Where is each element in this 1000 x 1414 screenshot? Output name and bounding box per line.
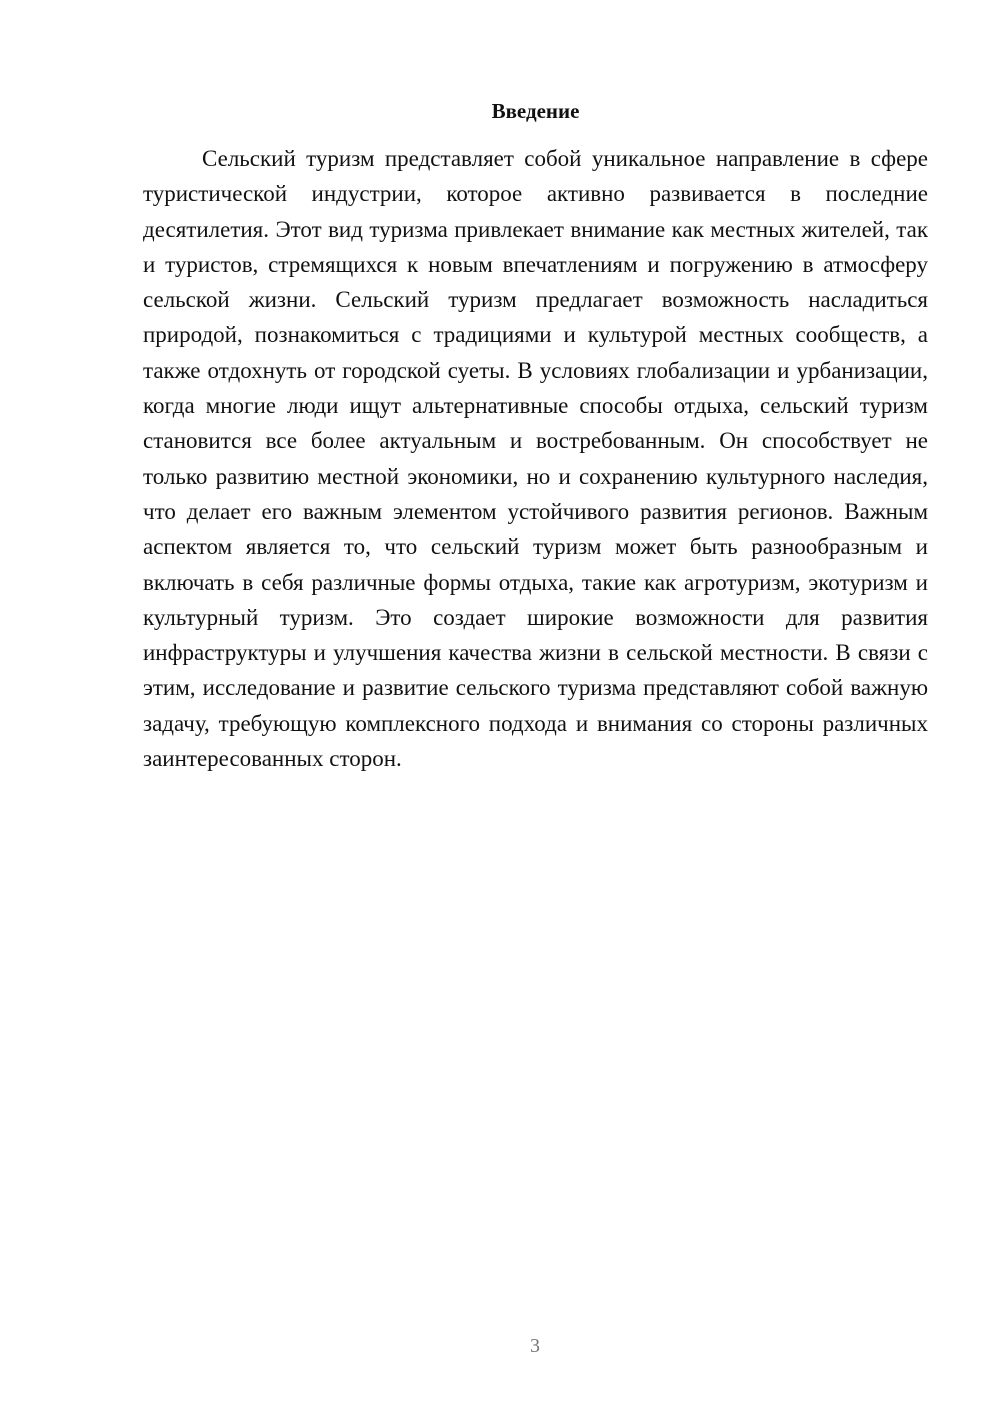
- section-heading: Введение: [491, 99, 580, 123]
- page-number: 3: [530, 1335, 540, 1357]
- body-paragraph: Сельский туризм представляет собой уникальное направление в сфере туристической индустрии, которое активно развивается в последние десятилетия. Этот вид туризма привлекает внимание как местных жителей, так и туристов, стремящихся к новым впечатлениям и погружению в атмосферу сельской жизни. Сельский туризм предлагает возможность насладиться природой, познакомиться с традициями и культурой местных сообществ, а также отдохнуть от городской суеты. В условиях глобализации и урбанизации, когда многие люди ищут альтернативные способы отдыха, сельский туризм становится все более актуальным и востребованным. Он способствует не только развитию местной экономики, но и сохранению культурного наследия, что делает его важным элементом устойчивого развития регионов. Важным аспектом является то, что сельский туризм может быть разнообразным и включать в себя различные формы отдыха, такие как агротуризм, экотуризм и культурный туризм. Это создает широкие возможности для развития инфраструктуры и улучшения качества жизни в сельской местности. В связи с этим, исследование и развитие сельского туризма представляют собой важную задачу, требующую комплексного подхода и внимания со стороны различных заинтересованных сторон.: [143, 146, 928, 772]
